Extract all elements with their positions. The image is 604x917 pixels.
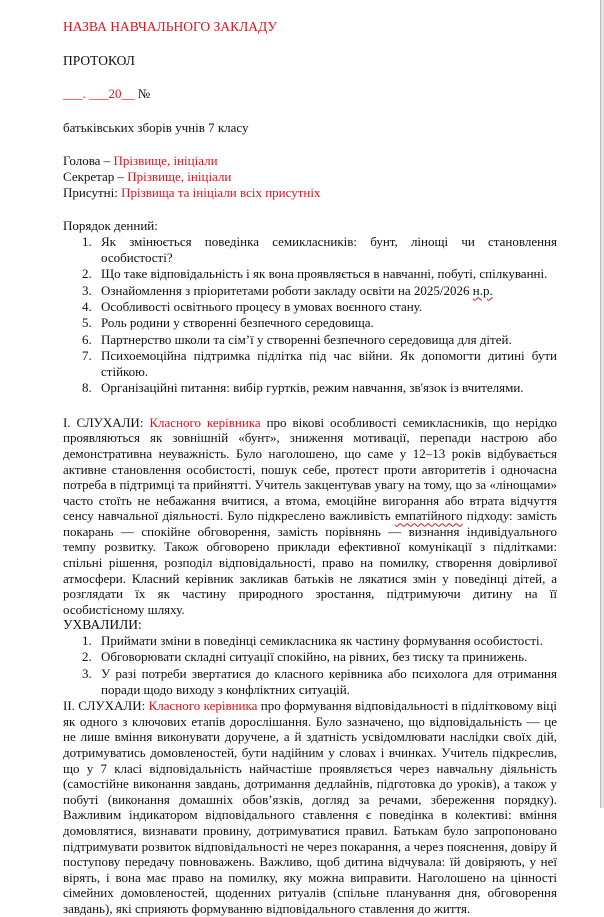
- spellcheck-flagged-word[interactable]: н.р.: [472, 282, 493, 298]
- item-number: 5.: [82, 315, 92, 331]
- agenda-item: [63, 234, 557, 267]
- agenda-label: Порядок денний:: [63, 218, 158, 234]
- agenda-list: [63, 234, 557, 397]
- item-number: 3.: [82, 665, 92, 681]
- agenda-item: [63, 315, 557, 331]
- date-number-line[interactable]: [63, 86, 557, 102]
- day-blank[interactable]: ___: [63, 86, 83, 102]
- agenda-item: [63, 380, 557, 396]
- doc-type-heading: ПРОТОКОЛ: [63, 52, 135, 68]
- item-number: 6.: [82, 331, 92, 347]
- item-text: Особливості освітнього процесу в умовах воєнного стану.: [101, 298, 423, 314]
- item-text: У разі потреби звертатися до класного керівника або психолога для отримання поради щодо виходу з конфліктних ситуацій.: [101, 665, 557, 697]
- present-label: Присутні:: [63, 184, 122, 200]
- number-sign: №: [137, 86, 151, 102]
- chair-label: Голова –: [63, 153, 114, 169]
- page-edge-scrollbar: [600, 0, 604, 808]
- agenda-item: [63, 299, 557, 315]
- year-blank[interactable]: __: [121, 86, 135, 102]
- secretary-line: [63, 169, 557, 185]
- section-2-text: про формування відповідальності в підлітковому віці як одного з ключових етапів дорослішання. Було зазначено, що відповідальність — це не лише вміння виконувати доручене, а й здатність усвідомлювати наслідки своїх дій, дотримуватись домовленостей, бути надійним у словах і вчинках. Учитель підкреслив, що у 7 класі відповідальність найчастіше проявляється через навчальну діяльність (самостійне виконання завдань, дотримання дедлайнів, підготовка до уроків), а також у побуті (виконання домашніх обов’язків, догляд за речами, збереження порядку). Важливим індикатором відповідального ставлення є поведінка в колективі: вміння домовлятися, визнавати провину, дотримуватися правил. Батькам було запропоновано підтримувати розвиток відповідальності не через покарання, а через пояснення, довіру й поступову передачу повноважень. Важливо, щоб дитина відчувала: їй довіряють, у неї вірять, і вона має право на помилку, яку можна виправити. Наголошено на цінності сімейних домовленостей, щоденних ритуалів (спільне планування дня, обговорення завдань), які сприяють формуванню відповідального ставлення до життя.: [63, 698, 558, 916]
- item-text: Що таке відповідальність і як вона проявляється в навчанні, побуті, спілкуванні.: [101, 266, 548, 282]
- resolution-item: [63, 633, 557, 649]
- section-1-text-b: підходу: замість покарань — спокійне обговорення, замість порівнянь — визнання індивідуального темпу розвитку. Також обговорено приклади ефективної комунікації з підлітками: спільні рішення, розподіл відповідальності, право на помилку, створення довірливої атмосфери. Класний керівник закликав батьків не лякатися змін у поведінці дітей, а розглядати їх як частину природного зростання, підтримуючи дитину на її особистісному шляху.: [63, 508, 557, 617]
- doc-subtitle: батьківських зборів учнів 7 класу: [63, 119, 249, 135]
- institution-name[interactable]: НАЗВА НАВЧАЛЬНОГО ЗАКЛАДУ: [63, 19, 277, 34]
- section-2-prefix: ІІ. СЛУХАЛИ:: [63, 698, 149, 714]
- month-blank[interactable]: ___: [89, 86, 109, 102]
- agenda-block: [63, 218, 557, 397]
- item-text: Як змінюється поведінка семикласників: бунт, лінощі чи становлення особистості?: [101, 233, 557, 266]
- resolved-label: УХВАЛИЛИ:: [63, 617, 142, 633]
- section-2: [63, 698, 557, 916]
- item-text: Партнерство школи та сім’ї у створенні безпечного середовища для дітей.: [101, 331, 512, 347]
- participants-block: [63, 153, 557, 200]
- item-number: 1.: [82, 633, 92, 649]
- secretary-value[interactable]: Прізвище, ініціали: [127, 168, 232, 184]
- spellcheck-flagged-word[interactable]: емпатійного: [394, 508, 463, 524]
- item-text: Роль родини у створенні безпечного середовища.: [101, 315, 374, 331]
- secretary-label: Секретар –: [63, 168, 128, 184]
- chair-line: [63, 153, 557, 169]
- present-line: [63, 185, 557, 201]
- section-1: [63, 415, 557, 699]
- item-number: 8.: [82, 380, 92, 396]
- agenda-item: [63, 332, 557, 348]
- item-number: 7.: [82, 347, 92, 363]
- date-separator: .: [82, 86, 86, 102]
- item-text: Обговорювати складні ситуації спокійно, на рівних, без тиску та принижень.: [101, 649, 528, 665]
- resolutions-list: [63, 633, 557, 698]
- section-1-prefix: І. СЛУХАЛИ:: [63, 414, 150, 430]
- item-number: 2.: [82, 266, 92, 282]
- agenda-item: [63, 348, 557, 381]
- section-2-heard: [63, 698, 557, 916]
- item-number: 2.: [82, 649, 92, 665]
- document-body: [63, 19, 557, 917]
- resolution-item: [63, 649, 557, 665]
- agenda-item: [63, 283, 557, 299]
- section-1-text-a: про вікові особливості семикласників, що нерідко проявляються як зовнішній «бунт», зниження мотивації, перепади настрою або демонстративна неуважність. Було наголошено, що саме у 12–13 років відбувається активне становлення особистості, пошук себе, протест проти авторитетів і одночасна потреба в підтримці та прийнятті. Учитель закцентував увагу на тому, що за «лінощами» часто стоїть не небажання вчитися, а втома, емоційне вигорання або втрата відчуття сенсу навчальної діяльності. Було підкреслено важливість: [63, 414, 557, 524]
- section-2-speaker[interactable]: Класного керівника: [148, 698, 258, 714]
- chair-value[interactable]: Прізвище, ініціали: [113, 153, 218, 169]
- item-number: 1.: [82, 233, 92, 249]
- item-text: Приймати зміни в поведінці семикласника як частину формування особистості.: [101, 633, 543, 649]
- section-1-heard: [63, 415, 557, 618]
- item-text: Організаційні питання: вибір гуртків, режим навчання, зв'язок із вчителями.: [101, 380, 524, 396]
- item-text: Психоемоційна підтримка підлітка під час війни. Як допомогти дитині бути стійкою.: [101, 347, 557, 380]
- section-1-speaker[interactable]: Класного керівника: [149, 414, 261, 430]
- item-number: 3.: [82, 282, 92, 298]
- present-value[interactable]: Прізвища та ініціали всіх присутніх: [121, 184, 321, 200]
- resolution-item: [63, 666, 557, 699]
- agenda-item: [63, 266, 557, 282]
- item-text: Ознайомлення з пріоритетами роботи закладу освіти на 2025/2026: [101, 282, 473, 298]
- year-prefix: 20: [108, 86, 122, 102]
- item-number: 4.: [82, 298, 92, 314]
